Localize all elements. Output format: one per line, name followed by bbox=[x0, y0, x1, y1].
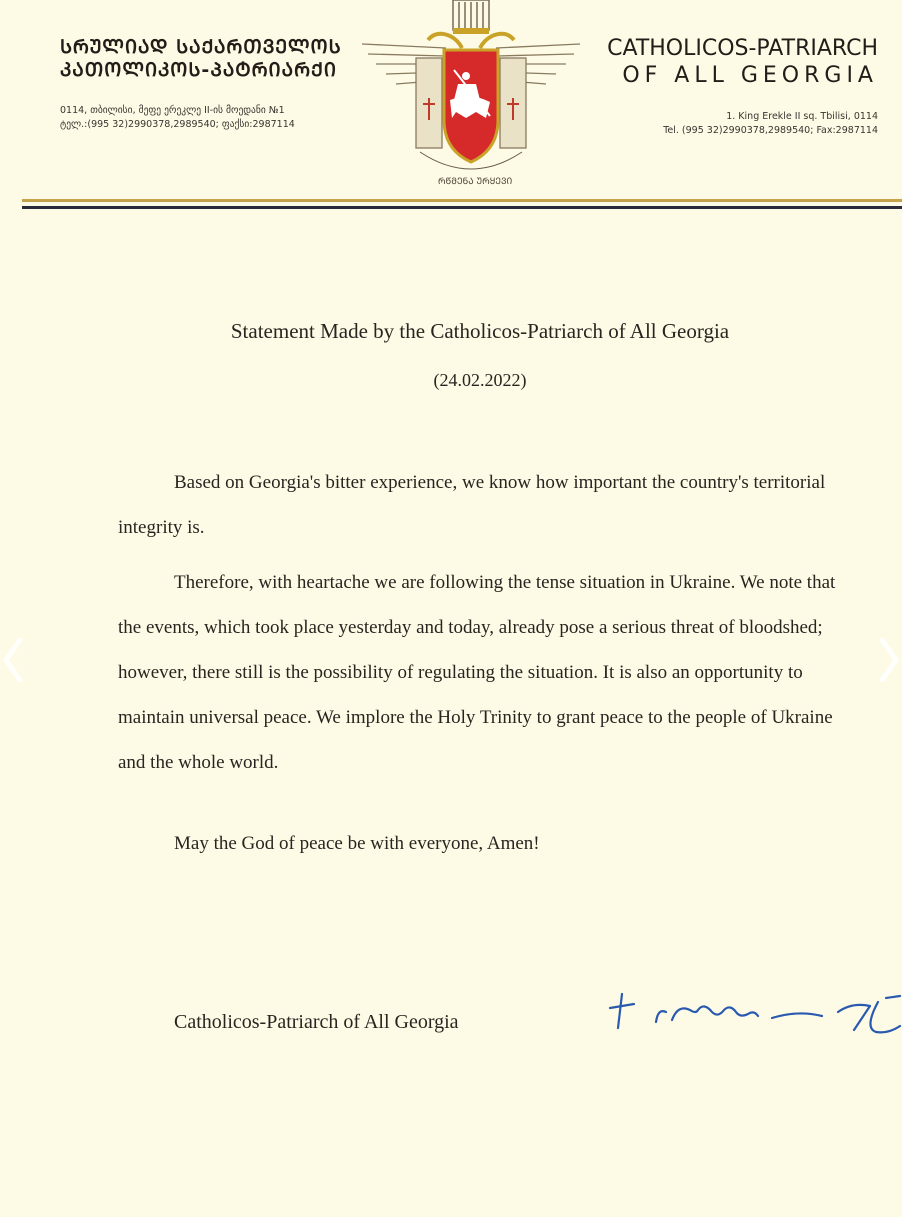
document-date: (24.02.2022) bbox=[433, 370, 527, 390]
header-english bbox=[568, 36, 878, 138]
chevron-left-icon[interactable] bbox=[0, 630, 26, 690]
patriarchate-coat-of-arms-icon bbox=[358, 0, 584, 200]
header-divider-gold bbox=[22, 199, 902, 202]
document-body bbox=[118, 460, 863, 795]
header-georgian bbox=[60, 36, 360, 132]
paragraph: Based on Georgia's bitter experience, we know how important the country's territorial integrity is. bbox=[118, 472, 826, 538]
english-address: 1. King Erekle II sq. Tbilisi, 0114 bbox=[726, 111, 878, 122]
georgian-title-line2: ᲙᲐᲗᲝᲚᲘᲙᲝᲡ-ᲞᲐᲢᲠᲘᲐᲠᲥᲘ bbox=[60, 59, 337, 81]
crown-icon bbox=[453, 0, 489, 34]
closing-line: May the God of peace be with everyone, Amen! bbox=[174, 833, 540, 854]
svg-text:ᲠᲬᲛᲔᲜᲐ ᲣᲠᲧᲔᲕᲘ: ᲠᲬᲛᲔᲜᲐ ᲣᲠᲧᲔᲕᲘ bbox=[438, 177, 513, 187]
english-title-line2: OF ALL GEORGIA bbox=[622, 63, 878, 88]
english-title-line1: CATHOLICOS-PATRIARCH bbox=[607, 36, 878, 61]
header-divider-dark bbox=[22, 206, 902, 209]
handwritten-signature bbox=[608, 988, 902, 1048]
english-phone: Tel. (995 32)2990378,2989540; Fax:2987114 bbox=[663, 125, 878, 136]
georgian-title-line1: ᲡᲠᲣᲚᲘᲐᲓ ᲡᲐᲥᲐᲠᲗᲕᲔᲚᲝᲡ bbox=[60, 36, 342, 58]
georgian-phone: ტელ.:(995 32)2990378,2989540; ფაქსი:2987114 bbox=[60, 119, 295, 130]
chevron-right-icon[interactable] bbox=[876, 630, 902, 690]
paragraph: Therefore, with heartache we are following the tense situation in Ukraine. We note that the events, which took place yesterday and today, already pose a serious threat of bloodshed; however, there still is the possibility of regulating the situation. It is also an opportunity to maintain universal peace. We implore the Holy Trinity to grant peace to the people of Ukraine and the whole world. bbox=[118, 572, 836, 773]
document-title: Statement Made by the Catholicos-Patriarch of All Georgia bbox=[230, 319, 730, 343]
georgian-address: 0114, თბილისი, მეფე ერეკლე II-ის მოედანი №1 bbox=[60, 105, 285, 116]
signatory-title: Catholicos-Patriarch of All Georgia bbox=[174, 1011, 459, 1033]
